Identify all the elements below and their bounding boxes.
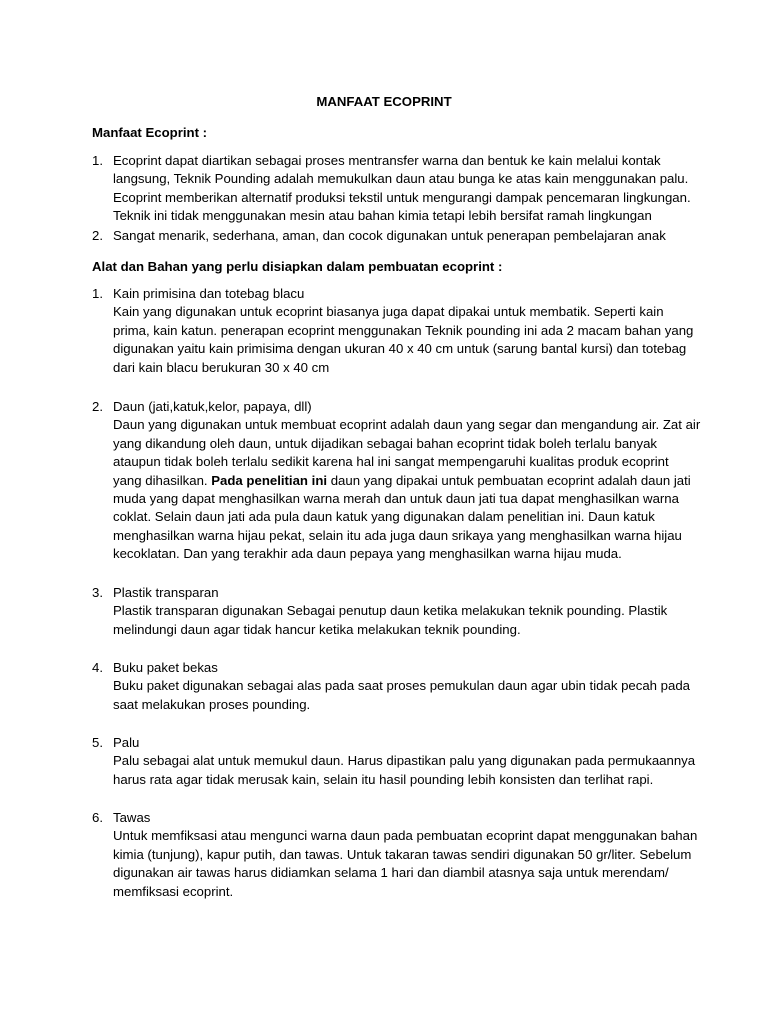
paragraph-line xyxy=(113,472,691,490)
paragraph-line: Untuk memfiksasi atau mengunci warna daun pada pembuatan ecoprint dapat menggunakan bahan xyxy=(113,828,698,844)
paragraph-line: prima, kain katun. penerapan ecoprint menggunakan Teknik pounding ini ada 2 macam bahan yang xyxy=(113,322,694,338)
item-title: Tawas xyxy=(113,810,151,825)
item-title: Plastik transparan xyxy=(113,585,219,600)
paragraph-line: yang dikandung oleh daun, untuk dijadikan sebagai bahan ecoprint tidak boleh terlalu banyak xyxy=(113,435,658,451)
paragraph-line: kecoklatan. Dan yang terakhir ada daun pepaya yang menghasilkan warna hijau muda. xyxy=(113,546,622,562)
paragraph-line: Kain yang digunakan untuk ecoprint biasanya juga dapat dipakai untuk membatik. Seperti kain xyxy=(113,304,664,320)
paragraph-line: Palu sebagai alat untuk memukul daun. Harus dipastikan palu yang digunakan pada permukaannya xyxy=(113,753,696,769)
paragraph-line: ataupun tidak boleh terlalu sedikit karena hal ini sangat mempengaruhi kualitas produk ecoprint xyxy=(113,454,669,470)
page-title: MANFAAT ECOPRINT xyxy=(316,94,452,109)
text-run: yang dihasilkan. xyxy=(113,472,212,488)
alat-item-1 xyxy=(92,285,694,377)
paragraph-line: Buku paket digunakan sebagai alas pada saat proses pemukulan daun agar ubin tidak pecah pada xyxy=(113,678,691,694)
item-title: Buku paket bekas xyxy=(113,660,218,675)
list-number: 1. xyxy=(92,153,103,168)
manfaat-item-2 xyxy=(92,227,680,245)
paragraph-line: digunakan yaitu kain primisima dengan ukuran 40 x 40 cm untuk (sarung bantal kursi) dan totebag xyxy=(113,341,687,357)
paragraph-line: coklat. Selain daun jati ada pula daun katuk yang digunakan dalam penelitian ini. Daun katuk xyxy=(113,509,655,525)
list-number: 2. xyxy=(92,228,103,243)
alat-item-6 xyxy=(92,809,698,901)
paragraph-line: muda yang dapat menghasilkan warna merah dan untuk daun jati tua dapat menghasilkan warna xyxy=(113,491,679,507)
paragraph-line: harus rata agar tidak merusak kain, selain itu hasil pounding lebih konsisten dan terlihat rapi. xyxy=(113,771,654,787)
paragraph-line: Teknik ini tidak menggunakan mesin atau bahan kimia tetapi lebih bersifat ramah lingkungan xyxy=(113,208,652,224)
manfaat-heading: Manfaat Ecoprint : xyxy=(92,125,208,140)
item-title: Palu xyxy=(113,735,140,750)
alat-item-3 xyxy=(92,584,680,639)
paragraph-line: menghasilkan warna hijau pekat, selain itu ada juga daun srikaya yang menghasilkan warna hijau xyxy=(113,527,682,543)
paragraph-line: Daun yang digunakan untuk membuat ecoprint adalah daun yang segar dan mengandung air. Zat air xyxy=(113,417,701,433)
list-number: 4. xyxy=(92,660,103,675)
manfaat-item-1 xyxy=(92,152,691,226)
paragraph-line: langsung, Teknik Pounding adalah memukulkan daun atau bunga ke atas kain menggunakan palu. xyxy=(113,171,689,187)
paragraph-line: Sangat menarik, sederhana, aman, dan cocok digunakan untuk penerapan pembelajaran anak xyxy=(113,228,666,243)
item-title: Kain primisina dan totebag blacu xyxy=(113,286,305,301)
alat-item-4 xyxy=(92,659,691,714)
alat-item-2 xyxy=(92,398,701,564)
list-number: 3. xyxy=(92,585,103,600)
alat-item-5 xyxy=(92,734,696,789)
paragraph-line: Plastik transparan digunakan Sebagai penutup daun ketika melakukan teknik pounding. Plastik xyxy=(113,603,668,619)
paragraph-line: kimia (tunjung), kapur putih, dan tawas. Untuk takaran tawas sendiri digunakan 50 gr/liter. Sebelum xyxy=(113,846,692,862)
paragraph-line: saat melakukan proses pounding. xyxy=(113,696,311,712)
paragraph-line: Ecoprint memberikan alternatif produksi tekstil untuk mengurangi dampak pencemaran lingkungan. xyxy=(113,189,691,205)
item-title: Daun (jati,katuk,kelor, papaya, dll) xyxy=(113,399,312,414)
list-number: 2. xyxy=(92,399,103,414)
paragraph-line: Ecoprint dapat diartikan sebagai proses mentransfer warna dan bentuk ke kain melalui kontak xyxy=(113,153,661,168)
alat-bahan-heading: Alat dan Bahan yang perlu disiapkan dalam pembuatan ecoprint : xyxy=(92,259,503,274)
paragraph-line: melindungi daun agar tidak hancur ketika melakukan teknik pounding. xyxy=(113,621,521,637)
list-number: 1. xyxy=(92,286,103,301)
paragraph-line: digunakan air tawas harus didiamkan selama 1 hari dan diambil atasnya saja untuk merendam/ xyxy=(113,865,669,881)
paragraph-line: dari kain blacu berukuran 30 x 40 cm xyxy=(113,359,330,375)
list-number: 5. xyxy=(92,735,103,750)
paragraph-line: memfiksasi ecoprint. xyxy=(113,883,234,899)
bold-text-run: Pada penelitian ini xyxy=(211,472,328,488)
text-run: daun yang dipakai untuk pembuatan ecoprint adalah daun jati xyxy=(327,472,691,488)
list-number: 6. xyxy=(92,810,103,825)
